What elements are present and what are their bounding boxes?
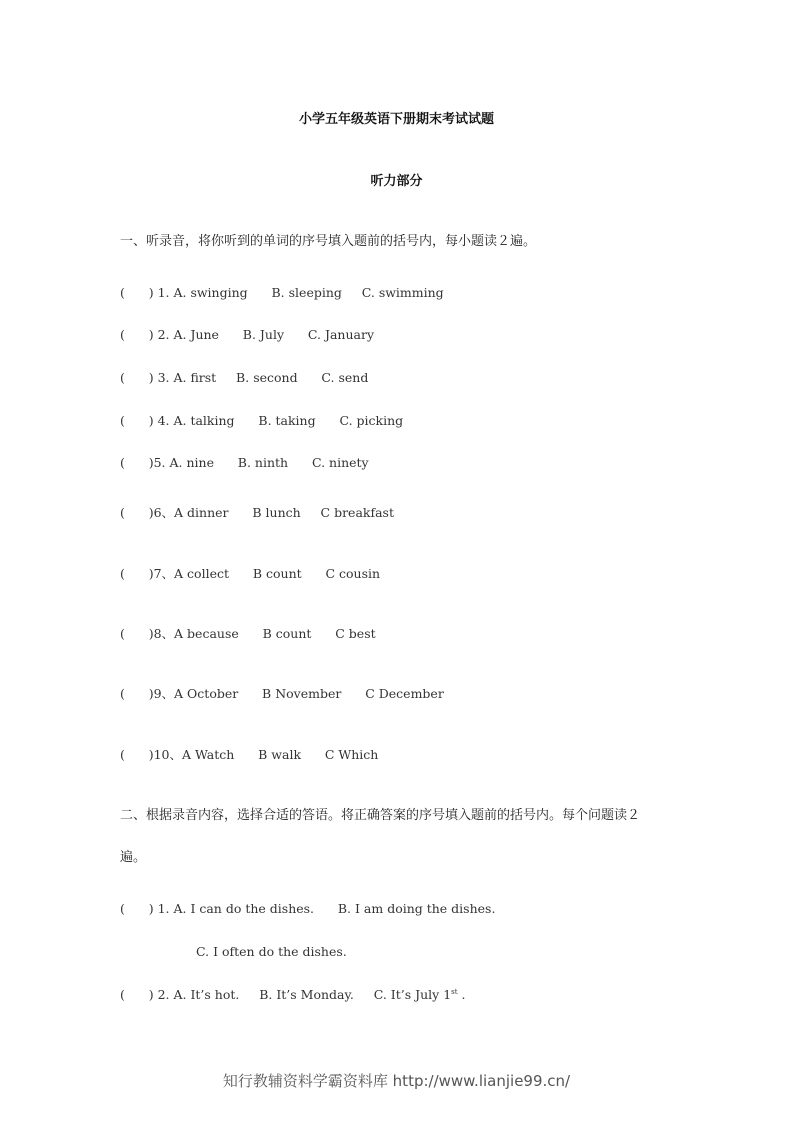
part2-question-2-text: ( ) 2. A. It’s hot. B. It’s Monday. C. It’s July 1 [120,987,452,1002]
part2-question-2 [120,987,466,1002]
question-6: ( )6、A dinner B lunch C breakfast [120,505,394,520]
question-9: ( )9、A October B November C December [120,686,444,701]
section-subtitle: 听力部分 [370,174,423,189]
question-3: ( ) 3. A. first B. second C. send [120,370,369,385]
ordinal-suffix: st [451,987,458,996]
part2-instruction-line2: 遍。 [120,850,147,865]
part2-question-2-end: . [457,987,466,1002]
page-title: 小学五年级英语下册期末考试试题 [298,112,494,127]
question-1: ( ) 1. A. swinging B. sleeping C. swimming [120,285,444,300]
part2-question-1-option-c: C. I often do the dishes. [196,944,347,959]
part1-instruction: 一、听录音，将你听到的单词的序号填入题前的括号内，每小题读２遍。 [120,234,537,249]
part2-question-1: ( ) 1. A. I can do the dishes. B. I am doing the dishes. [120,901,496,916]
question-5: ( )5. A. nine B. ninth C. ninety [120,455,369,470]
question-10: ( )10、A Watch B walk C Which [120,747,379,762]
question-2: ( ) 2. A. June B. July C. January [120,327,375,342]
part2-instruction-line1: 二、根据录音内容，选择合适的答语。将正确答案的序号填入题前的括号内。每个问题读２ [120,808,641,823]
question-7: ( )7、A collect B count C cousin [120,566,381,581]
question-4: ( ) 4. A. talking B. taking C. picking [120,413,404,428]
question-8: ( )8、A because B count C best [120,626,376,641]
footer-watermark: 知行教辅资料学霸资料库 http://www.lianjie99.cn/ [222,1072,571,1090]
